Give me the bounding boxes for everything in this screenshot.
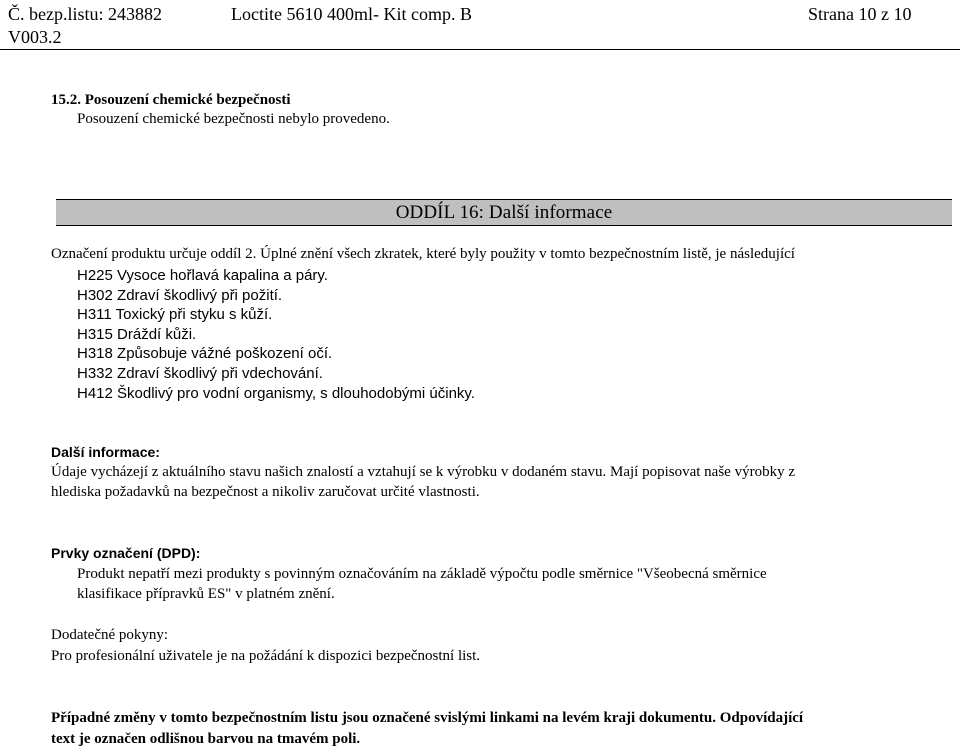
h-statement: H311 Toxický při styku s kůží. xyxy=(77,306,273,324)
additional-text: Pro profesionální uživatele je na požádání k dispozici bezpečnostní list. xyxy=(51,648,481,664)
h-statement: H225 Vysoce hořlavá kapalina a páry. xyxy=(77,267,328,284)
header-page-number: Strana 10 z 10 xyxy=(808,4,912,24)
h-statement: H332 Zdraví škodlivý při vdechování. xyxy=(77,364,323,382)
dpd-label: Prvky označení (DPD): xyxy=(51,545,201,561)
h-statement: H318 Způsobuje vážné poškození očí. xyxy=(77,345,333,363)
h-statement: H302 Zdraví škodlivý při požití. xyxy=(77,286,283,304)
changes-note-line: text je označen odlišnou barvou na tmavém poli. xyxy=(51,731,361,747)
additional-label: Dodatečné pokyny: xyxy=(51,627,169,643)
header-version: V003.2 xyxy=(8,27,62,47)
h-statement-list xyxy=(77,266,475,403)
dpd-line: Produkt nepatří mezi produkty s povinným označováním na základě výpočtu podle směrnice "Všeobecná směrnice xyxy=(77,566,767,582)
section-header-bar xyxy=(56,199,952,226)
header-divider xyxy=(0,49,960,50)
h-statement: H315 Dráždí kůži. xyxy=(77,325,197,343)
header-product: Loctite 5610 400ml- Kit comp. B xyxy=(231,4,472,24)
further-info-line: Údaje vycházejí z aktuálního stavu našich znalostí a vztahují se k výrobku v dodaném stavu. Mají popisovat naše výrobky z xyxy=(51,464,795,480)
subsection-text: Posouzení chemické bezpečnosti nebylo provedeno. xyxy=(77,111,390,127)
changes-note-line: Případné změny v tomto bezpečnostním listu jsou označené svislými linkami na levém kraji dokumentu. Odpovídající xyxy=(51,710,804,726)
h-statement: H412 Škodlivý pro vodní organismy, s dlouhodobými účinky. xyxy=(77,384,475,402)
abbreviations-intro: Označení produktu určuje oddíl 2. Úplné znění všech zkratek, které byly použity v tomto bezpečnostním listě, je následující xyxy=(51,246,795,262)
header-doc-number: Č. bezp.listu: 243882 xyxy=(8,4,162,24)
further-info-line: hlediska požadavků na bezpečnost a nikoliv zaručovat určité vlastnosti. xyxy=(51,484,480,500)
further-info-label: Další informace: xyxy=(51,444,160,460)
dpd-line: klasifikace přípravků ES" v platném znění. xyxy=(77,586,335,602)
section-title: ODDÍL 16: Další informace xyxy=(395,202,613,223)
subsection-title: 15.2. Posouzení chemické bezpečnosti xyxy=(51,92,291,108)
